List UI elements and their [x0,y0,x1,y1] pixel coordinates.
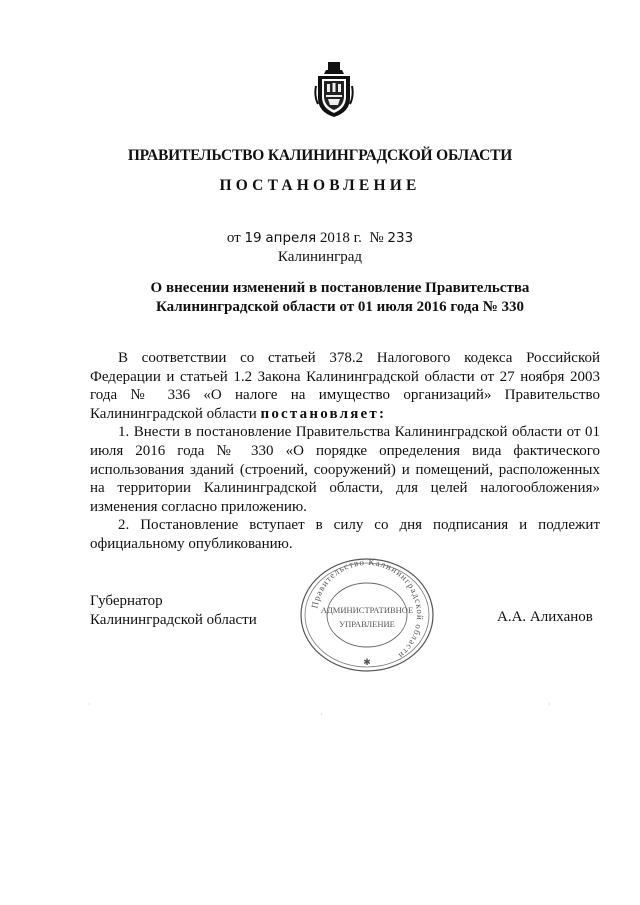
clause-1: 1. Внести в постановление Правительства Калининградской области от 01 июля 2016 года № 330 «О порядке определения вида фактического использования зданий (строений, сооружений) и помещений, расположенных на территории Калининградской области, для целей налогообложения» изменения согласно приложению. [90,424,600,515]
government-name: ПРАВИТЕЛЬСТВО КАЛИНИНГРАДСКОЙ ОБЛАСТИ [127,147,513,164]
document-number: 233 [387,230,414,246]
clause-2: 2. Постановление вступает в силу со дня подписания и подлежит официальному опубликованию. [90,517,600,552]
date-month: апреля [265,230,317,246]
stamp-ring-text: Правительство Калининградской области [309,556,426,662]
signatory-title [90,592,257,629]
stamp-star-icon: ✱ [363,658,371,668]
document-subject [90,279,590,317]
date-year: 2018 г. [319,230,362,246]
city: Калининград [277,249,363,265]
scan-artifact: · [548,700,551,709]
document-body [90,349,600,554]
stamp-center-line-2: УПРАВЛЕНИЕ [339,619,395,629]
preamble-paragraph [90,349,600,423]
signatory-title-line-2: Калининградской области [90,611,257,628]
coat-of-arms-emblem [314,62,354,118]
scan-artifact: · [88,700,91,709]
official-stamp [296,555,438,675]
preamble-text: В соответствии со статьей 378.2 Налогового кодекса Российской Федерации и статьей 1.2 Закона Калининградской области от 27 ноября 2003 года № 336 «О налоге на имущество организаций» Правительство Калининградской области [90,350,600,422]
subject-line-2: Калининградской области от 01 июля 2016 года № 330 [155,299,525,315]
scan-artifact: · [320,710,323,719]
stamp-center-line-1: АДМИНИСТРАТИВНОЕ [320,605,414,615]
subject-line-1: О внесении изменений в постановление Правительства [150,280,530,296]
decrees-word: постановляет: [260,405,387,422]
kaliningrad-coat-of-arms-icon [314,62,354,118]
date-day: 19 [244,230,262,246]
number-sign: № [369,230,384,246]
stamp-seal-icon [296,555,438,675]
signatory-title-line-1: Губернатор [90,593,163,609]
document-type: ПОСТАНОВЛЕНИЕ [219,177,421,194]
date-prefix: от [226,230,241,246]
date-number-line [0,230,640,247]
signatory-name: А.А. Алиханов [497,609,593,625]
